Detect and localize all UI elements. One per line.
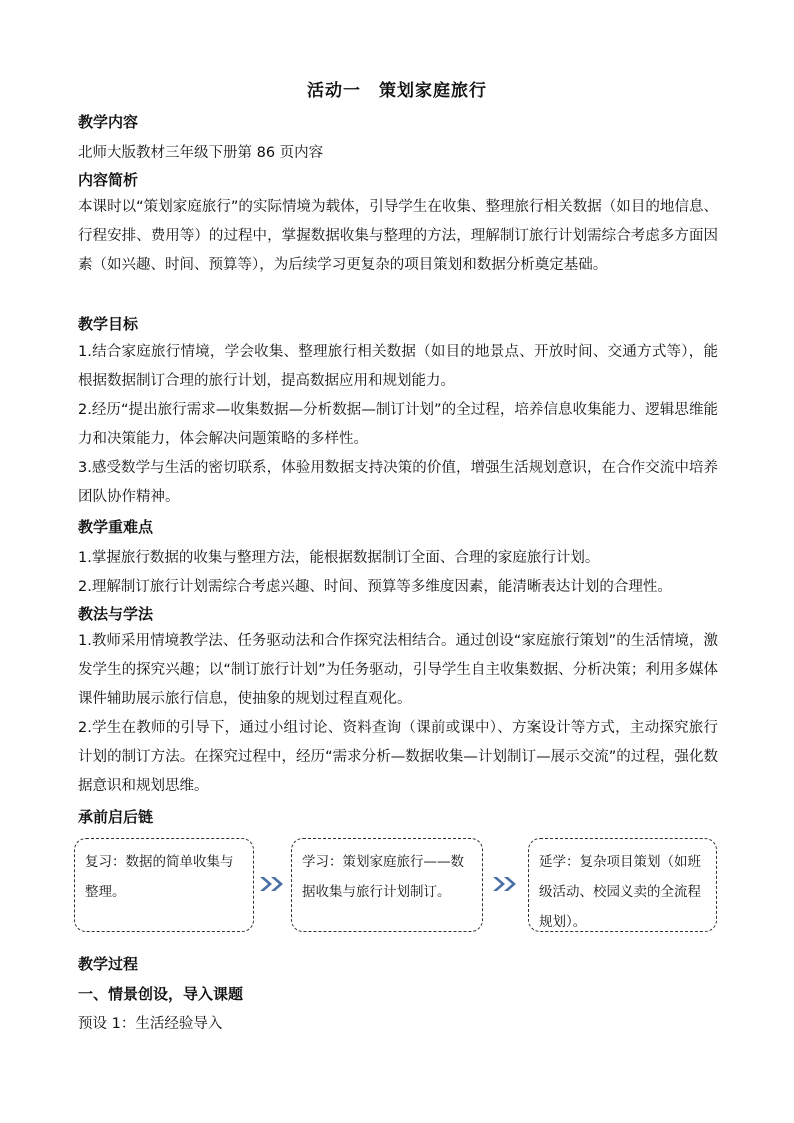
- keypoint-item-1: 1.掌握旅行数据的收集与整理方法，能根据数据制订全面、合理的家庭旅行计划。: [78, 550, 600, 566]
- heading-teaching-goals: 教学目标: [78, 315, 139, 333]
- heading-content-brief: 内容简析: [78, 171, 139, 189]
- subheading-scenario-intro: 一、情景创设，导入课题: [78, 985, 244, 1003]
- teaching-content-text: 北师大版教材三年级下册第 86 页内容: [78, 145, 324, 161]
- double-chevron-right-icon: [258, 874, 286, 894]
- chain-box-review: 复习：数据的简单收集与整理。: [74, 838, 254, 932]
- content-brief-text: 本课时以“策划家庭旅行”的实际情境为载体，引导学生在收集、整理旅行相关数据（如目的地信息、行程安排、费用等）的过程中，掌握数据收集与整理的方法，理解制订旅行计划需综合考虑多方面因素（如兴趣、时间、预算等），为后续学习更复杂的项目策划和数据分析奠定基础。: [78, 199, 718, 273]
- double-chevron-right-icon: [491, 874, 519, 894]
- goal-item-3: 3.感受数学与生活的密切联系，体验用数据支持决策的价值，增强生活规划意识，在合作交流中培养团队协作精神。: [78, 460, 718, 505]
- heading-teaching-process: 教学过程: [78, 955, 139, 973]
- heading-learning-chain: 承前启后链: [78, 808, 154, 826]
- preset-1-text: 预设 1：生活经验导入: [78, 1016, 223, 1032]
- page-title: 活动一 策划家庭旅行: [307, 81, 487, 101]
- goal-item-1: 1.结合家庭旅行情境，学会收集、整理旅行相关数据（如目的地景点、开放时间、交通方式等），能根据数据制订合理的旅行计划，提高数据应用和规划能力。: [78, 344, 718, 389]
- keypoint-item-2: 2.理解制订旅行计划需综合考虑兴趣、时间、预算等多维度因素，能清晰表达计划的合理性。: [78, 579, 672, 595]
- chain-box-learn: 学习：策划家庭旅行——数据收集与旅行计划制订。: [291, 838, 483, 932]
- goal-item-2: 2.经历“提出旅行需求—收集数据—分析数据—制订计划”的全过程，培养信息收集能力、逻辑思维能力和决策能力，体会解决问题策略的多样性。: [78, 402, 718, 447]
- heading-key-difficult-points: 教学重难点: [78, 518, 154, 536]
- method-item-1: 1.教师采用情境教学法、任务驱动法和合作探究法相结合。通过创设“家庭旅行策划”的生活情境，激发学生的探究兴趣；以“制订旅行计划”为任务驱动，引导学生自主收集数据、分析决策；利用多媒体课件辅助展示旅行信息，使抽象的规划过程直观化。: [78, 633, 718, 707]
- method-item-2: 2.学生在教师的引导下，通过小组讨论、资料查询（课前或课中）、方案设计等方式，主动探究旅行计划的制订方法。在探究过程中，经历“需求分析—数据收集—计划制订—展示交流”的过程，强化数据意识和规划思维。: [78, 720, 718, 794]
- heading-teaching-methods: 教法与学法: [78, 605, 154, 623]
- heading-teaching-content: 教学内容: [78, 113, 139, 131]
- chain-box-extend: 延学：复杂项目策划（如班级活动、校园义卖的全流程规划）。: [528, 838, 717, 932]
